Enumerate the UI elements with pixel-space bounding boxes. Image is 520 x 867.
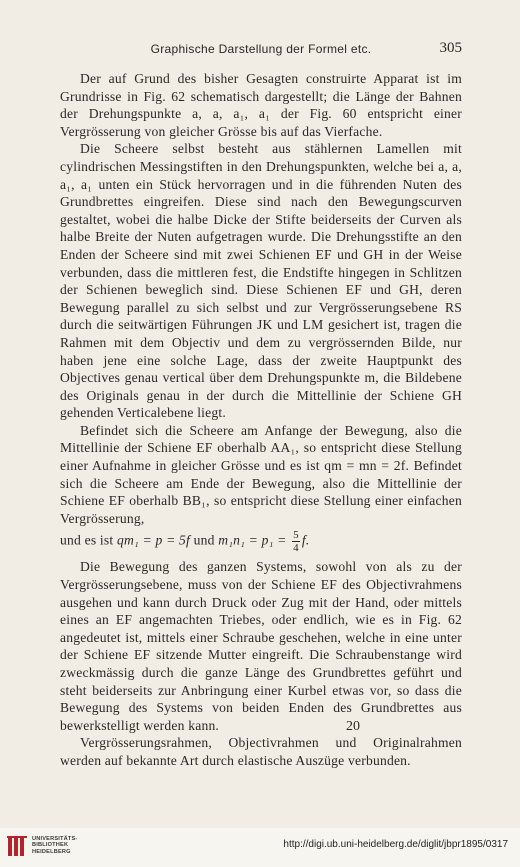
library-logo[interactable]: [7, 833, 85, 863]
fraction-denominator: 4: [293, 542, 299, 555]
formula-fraction: [292, 529, 300, 554]
paragraph-4: Die Bewegung des ganzen Systems, sowohl von als zu der Vergrösserungsebene, muss von der Schiene EF des Objectivrahmens ausgehen und kann durch Druck oder Zug mit der Hand, oder mittels eines an EF angemachten Triebes, oder endlich, wie es in Fig. 62 angedeutet ist, mittels einer Schraube geschehen, welche in eine unter der Schiene EF sitzende Mutter eingreift. Die Schraubenstange wird zweckmässig durch die ganze Länge des Grundbrettes geführt und steht beiderseits zur Anbringung einer Kurbel etwas vor, so dass die Bewegung des Systems von beiden Enden des Grundbrettes aus bewerkstelligt werden kann.: [60, 559, 462, 733]
formula-line: [60, 529, 462, 554]
body-text: [60, 70, 462, 770]
formula-expr-a: qm₁ = p = 5f: [116, 533, 191, 549]
paragraph-3: Befindet sich die Scheere am Anfange der Bewegung, also die Mittellinie der Schiene EF oberhalb AA₁, so entspricht diese Stellung einer Aufnahme in gleicher Grösse und es ist qm = mn = 2f. Befindet sich die Scheere am Ende der Bewegung, also die Mittellinie der Schiene EF oberhalb BB₁, so entspricht diese Stellung einer einfachen Vergrösserung,: [60, 422, 462, 526]
logo-line-1: UNIVERSITÄTS-: [32, 836, 78, 842]
formula-tail: f.: [301, 533, 310, 549]
logo-line-2: BIBLIOTHEK: [32, 842, 69, 849]
signature-mark: 20: [346, 719, 360, 734]
paragraph-1: Der auf Grund des bisher Gesagten construirte Apparat ist im Grundrisse in Fig. 62 schematisch dargestellt; die Länge der Bahnen der Drehungspunkte a, a, a₁, a₁ der Fig. 60 entspricht einer Vergrösserung von gleicher Grösse bis auf das Vierfache.: [60, 71, 462, 139]
running-head: [60, 42, 462, 60]
logo-line-3: HEIDELBERG: [32, 848, 71, 855]
page-number: 305: [439, 40, 462, 56]
fraction-numerator: 5: [293, 529, 299, 542]
formula-conj: und: [190, 533, 219, 549]
paragraph-2: Die Scheere selbst besteht aus stählernen Lamellen mit cylindrischen Messingstiften in den Drehungspunkten, welche bei a, a, a₁, a₁ unten ein Stück hervorragen und in die führenden Nuten des Grundbrettes eingreifen. Diese sind nach den Bewegungscurven gestaltet, wobei die halbe Dicke der Stifte beiderseits der Curven als halbe Breite der Nuten aufgetragen wurde. Die Drehungsstifte an den Enden der Scheere sind mit zwei Schienen EF und GH in der Weise verbunden, dass die mittleren fest, die Endstifte hingegen in Schlitzen der Schienen beweglich sind. Diese Schienen EF und GH, deren Bewegung parallel zu sich selbst und zur Vergrösserungsebene RS durch die seitwärtigen Führungen JK und LM gesichert ist, tragen die Rahmen mit dem Objectiv und dem zu vergrössernden Bilde, nur haben jene eine solche Lage, dass der zweite Hauptpunkt des Objectives genau vertical über dem Drehungspunkte m, die Bildebene des Originals genau in der durch die Mittellinie der Schiene GH gehenden Verticalebene liegt.: [60, 141, 462, 421]
running-title: Graphische Darstellung der Formel etc.: [150, 42, 372, 56]
paragraph-5: Vergrösserungsrahmen, Objectivrahmen und Originalrahmen werden auf bekannte Art durch elastische Auszüge verbunden.: [60, 735, 462, 768]
library-logo-icon: [7, 836, 29, 858]
source-url-link[interactable]: http://digi.ub.uni-heidelberg.de/diglit/jbpr1895/0317: [283, 839, 508, 850]
logo-text: [32, 836, 78, 855]
formula-lead: und es ist: [60, 533, 117, 549]
formula-expr-b: m₁n₁ = p₁ =: [218, 533, 291, 549]
footer-bar: [0, 828, 520, 867]
